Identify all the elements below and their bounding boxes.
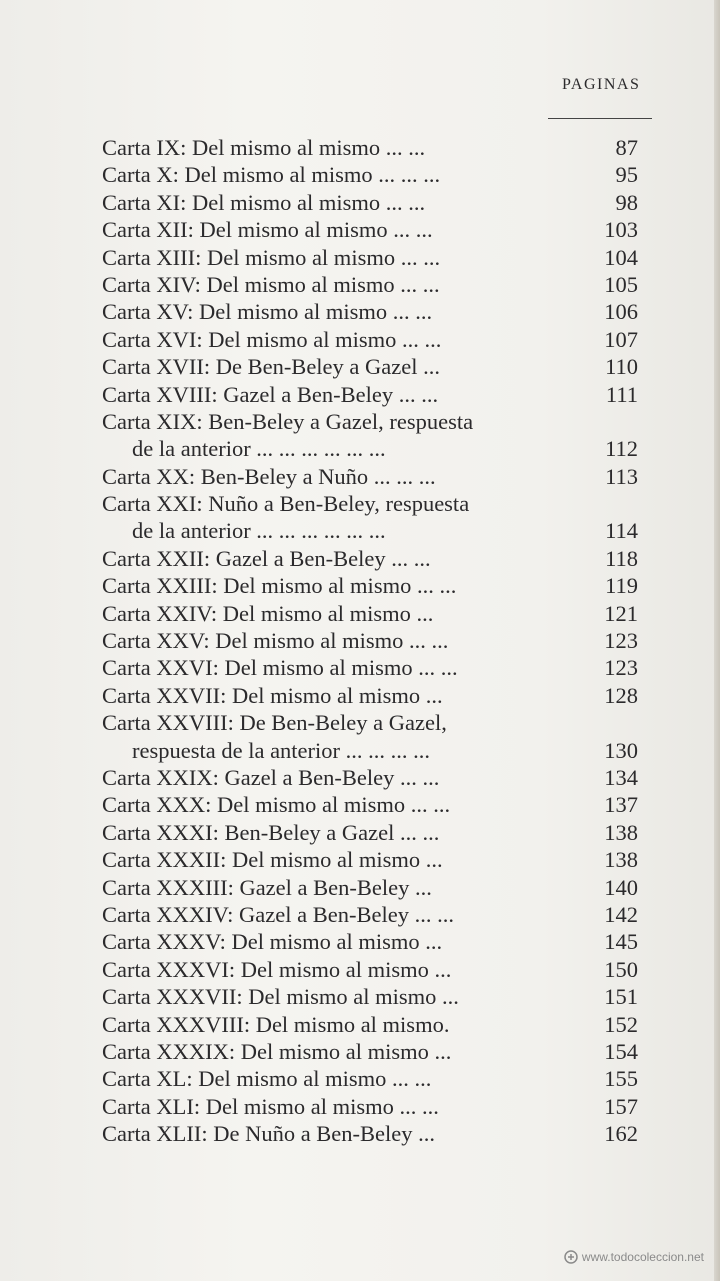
toc-entry-page: 114 [605, 518, 638, 544]
toc-entry-title: Carta X: Del mismo al mismo ... ... ... [102, 162, 441, 188]
toc-entry-title: Carta IX: Del mismo al mismo ... ... [102, 135, 426, 160]
toc-entry-title: Carta XIII: Del mismo al mismo ... ... [102, 244, 441, 270]
toc-entry-title: Carta XXVII: Del mismo al mismo ... [102, 682, 443, 708]
toc-entry [102, 627, 638, 654]
toc-entry [102, 1120, 638, 1147]
toc-entry-title: Carta XXVIII: De Ben-Beley a Gazel, [102, 710, 447, 736]
toc-entry-title: Carta XL: Del mismo al mismo ... ... [102, 1066, 432, 1092]
toc-entry-page: 138 [604, 819, 638, 845]
toc-entry [102, 244, 638, 271]
toc-entry-page: 151 [604, 984, 638, 1010]
toc-entry [102, 737, 638, 764]
toc-entry-page: 128 [604, 682, 638, 708]
toc-entry-title: Carta XXXIV: Gazel a Ben-Beley ... ... [102, 901, 454, 927]
toc-entry-page: 140 [604, 874, 638, 900]
toc-entry-page: 123 [604, 655, 638, 681]
toc-entry [102, 791, 638, 818]
toc-entry-title: Carta XVI: Del mismo al mismo ... ... [102, 326, 442, 352]
toc-entry [102, 709, 638, 736]
toc-entry [102, 956, 638, 983]
toc-entry [102, 819, 638, 846]
toc-entry [102, 271, 638, 298]
toc-entry-title: Carta XVIII: Gazel a Ben-Beley ... ... [102, 381, 439, 407]
toc-entry-page: 162 [604, 1121, 638, 1147]
toc-entry-page: 152 [604, 1011, 638, 1037]
toc-entry-title: Carta XIV: Del mismo al mismo ... ... [102, 271, 440, 297]
toc-entry-title: Carta XLI: Del mismo al mismo ... ... [102, 1093, 439, 1119]
toc-entry-title: Carta XLII: De Nuño a Ben-Beley ... [102, 1121, 436, 1147]
toc-entry [102, 545, 638, 572]
toc-entry-page: 104 [604, 244, 638, 270]
page-header-label: PAGINAS [562, 76, 641, 93]
toc-entry-page: 142 [604, 901, 638, 927]
toc-entry-title: respuesta de la anterior ... ... ... ... [132, 737, 431, 763]
toc-entry [102, 134, 638, 161]
toc-entry [102, 408, 638, 435]
toc-entry [102, 846, 638, 873]
toc-entry [102, 353, 638, 380]
toc-entry-page: 145 [604, 929, 638, 955]
header-rule [548, 118, 652, 119]
toc-entry-page: 113 [605, 463, 638, 489]
toc-entry [102, 435, 638, 462]
table-of-contents [102, 134, 638, 1147]
toc-entry-title: Carta XXXI: Ben-Beley a Gazel ... ... [102, 819, 440, 845]
toc-entry [102, 1038, 638, 1065]
toc-entry-page: 150 [604, 956, 638, 982]
toc-entry-page: 98 [615, 189, 638, 215]
toc-entry-title: Carta XXX: Del mismo al mismo ... ... [102, 792, 451, 818]
toc-entry [102, 490, 638, 517]
toc-entry [102, 298, 638, 325]
toc-entry-page: 110 [605, 354, 638, 380]
toc-entry-title: Carta XXIV: Del mismo al mismo ... [102, 600, 434, 626]
toc-entry-page: 112 [605, 436, 638, 462]
toc-entry-page: 103 [604, 217, 638, 243]
toc-entry [102, 1093, 638, 1120]
toc-entry-title: Carta XV: Del mismo al mismo ... ... [102, 299, 433, 325]
toc-entry-page: 154 [604, 1038, 638, 1064]
toc-entry-title: Carta XII: Del mismo al mismo ... ... [102, 217, 433, 243]
toc-entry [102, 1011, 638, 1038]
toc-entry-page: 119 [605, 573, 638, 599]
toc-entry-page: 87 [615, 135, 638, 160]
toc-entry-title: Carta XIX: Ben-Beley a Gazel, respuesta [102, 408, 474, 434]
watermark [564, 1250, 704, 1264]
toc-entry-title: Carta XXXVI: Del mismo al mismo ... [102, 956, 452, 982]
toc-entry-title: Carta XXXVIII: Del mismo al mismo. [102, 1011, 450, 1037]
toc-entry-page: 138 [604, 847, 638, 873]
toc-entry-title: Carta XXIII: Del mismo al mismo ... ... [102, 573, 457, 599]
toc-entry-page: 118 [605, 545, 638, 571]
toc-entry [102, 764, 638, 791]
toc-entry [102, 874, 638, 901]
toc-entry-title: Carta XI: Del mismo al mismo ... ... [102, 189, 426, 215]
toc-entry-title: Carta XVII: De Ben-Beley a Gazel ... [102, 354, 440, 380]
page-edge [714, 0, 720, 1281]
watermark-text: www.todocoleccion.net [581, 1250, 704, 1264]
toc-entry-title: Carta XXXIX: Del mismo al mismo ... [102, 1038, 452, 1064]
toc-entry-title: Carta XXXVII: Del mismo al mismo ... [102, 984, 459, 1010]
toc-entry-page: 106 [604, 299, 638, 325]
toc-entry [102, 189, 638, 216]
toc-entry [102, 1065, 638, 1092]
toc-entry-title: Carta XXXII: Del mismo al mismo ... [102, 847, 443, 873]
toc-entry [102, 682, 638, 709]
toc-entry [102, 216, 638, 243]
toc-entry [102, 381, 638, 408]
toc-entry-title: Carta XXI: Nuño a Ben-Beley, respuesta [102, 491, 470, 517]
toc-entry-page: 157 [604, 1093, 638, 1119]
toc-entry-title: Carta XXXIII: Gazel a Ben-Beley ... [102, 874, 432, 900]
toc-entry-page: 95 [615, 162, 638, 188]
toc-entry-page: 137 [604, 792, 638, 818]
toc-entry-page: 130 [604, 737, 638, 763]
toc-entry-page: 105 [604, 271, 638, 297]
toc-entry-page: 155 [604, 1066, 638, 1092]
toc-entry-title: Carta XXII: Gazel a Ben-Beley ... ... [102, 545, 431, 571]
toc-entry-page: 121 [604, 600, 638, 626]
toc-entry [102, 983, 638, 1010]
toc-entry [102, 928, 638, 955]
toc-entry [102, 572, 638, 599]
toc-entry-title: de la anterior ... ... ... ... ... ... [132, 518, 386, 544]
toc-entry-page: 134 [604, 764, 638, 790]
toc-entry-title: Carta XXVI: Del mismo al mismo ... ... [102, 655, 458, 681]
toc-entry-title: de la anterior ... ... ... ... ... ... [132, 436, 386, 462]
toc-entry [102, 463, 638, 490]
todocoleccion-logo-icon [564, 1250, 578, 1264]
toc-entry-title: Carta XXIX: Gazel a Ben-Beley ... ... [102, 764, 440, 790]
toc-entry-title: Carta XX: Ben-Beley a Nuño ... ... ... [102, 463, 436, 489]
toc-entry-page: 111 [605, 381, 638, 407]
toc-entry [102, 901, 638, 928]
toc-entry-page: 123 [604, 628, 638, 654]
toc-entry [102, 326, 638, 353]
toc-entry-title: Carta XXXV: Del mismo al mismo ... [102, 929, 443, 955]
toc-entry [102, 161, 638, 188]
toc-entry [102, 517, 638, 544]
toc-entry-title: Carta XXV: Del mismo al mismo ... ... [102, 628, 449, 654]
toc-entry [102, 600, 638, 627]
toc-entry-page: 107 [604, 326, 638, 352]
toc-entry [102, 654, 638, 681]
